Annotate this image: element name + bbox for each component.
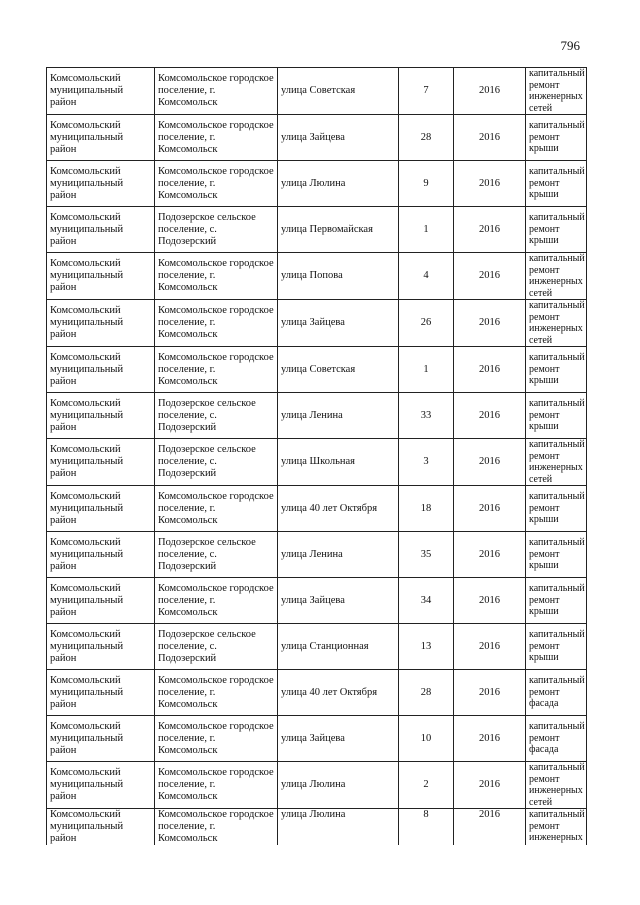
table-row	[47, 161, 587, 207]
street-cell: улица Советская	[278, 68, 399, 115]
district-cell: Комсомольский муниципальный район	[47, 532, 155, 578]
table-row	[47, 716, 587, 762]
district-cell: Комсомольский муниципальный район	[47, 161, 155, 207]
work-type-cell: капитальный ремонт крыши	[526, 393, 587, 439]
table-row	[47, 532, 587, 578]
work-type-cell: капитальный ремонт инженерных сетей	[526, 762, 587, 809]
street-cell: улица Зайцева	[278, 578, 399, 624]
house-number-cell: 7	[399, 68, 454, 115]
settlement-cell: Комсомольское городское поселение, г. Комсомольск	[155, 716, 278, 762]
house-number-cell: 9	[399, 161, 454, 207]
year-cell: 2016	[454, 670, 526, 716]
settlement-cell: Комсомольское городское поселение, г. Комсомольск	[155, 300, 278, 347]
work-type-cell: капитальный ремонт крыши	[526, 486, 587, 532]
district-cell: Комсомольский муниципальный район	[47, 486, 155, 532]
year-cell: 2016	[454, 624, 526, 670]
table-row	[47, 809, 587, 846]
street-cell: улица Попова	[278, 253, 399, 300]
table-row	[47, 578, 587, 624]
table-row	[47, 253, 587, 300]
district-cell: Комсомольский муниципальный район	[47, 578, 155, 624]
settlement-cell: Комсомольское городское поселение, г. Комсомольск	[155, 762, 278, 809]
district-cell: Комсомольский муниципальный район	[47, 624, 155, 670]
street-cell: улица Ленина	[278, 532, 399, 578]
settlement-cell: Комсомольское городское поселение, г. Комсомольск	[155, 253, 278, 300]
house-number-cell: 2	[399, 762, 454, 809]
district-cell: Комсомольский муниципальный район	[47, 300, 155, 347]
work-type-cell: капитальный ремонт фасада	[526, 670, 587, 716]
house-number-cell: 4	[399, 253, 454, 300]
settlement-cell: Комсомольское городское поселение, г. Комсомольск	[155, 670, 278, 716]
district-cell: Комсомольский муниципальный район	[47, 207, 155, 253]
settlement-cell: Комсомольское городское поселение, г. Комсомольск	[155, 809, 278, 846]
work-type-cell: капитальный ремонт инженерных сетей	[526, 68, 587, 115]
street-cell: улица 40 лет Октября	[278, 670, 399, 716]
house-number-cell: 10	[399, 716, 454, 762]
work-type-cell: капитальный ремонт инженерных сетей	[526, 439, 587, 486]
year-cell: 2016	[454, 716, 526, 762]
house-number-cell: 34	[399, 578, 454, 624]
house-number-cell: 1	[399, 347, 454, 393]
district-cell: Комсомольский муниципальный район	[47, 115, 155, 161]
district-cell: Комсомольский муниципальный район	[47, 762, 155, 809]
house-number-cell: 28	[399, 670, 454, 716]
street-cell: улица Люлина	[278, 161, 399, 207]
district-cell: Комсомольский муниципальный район	[47, 253, 155, 300]
work-type-cell: капитальный ремонт крыши	[526, 624, 587, 670]
work-type-cell: капитальный ремонт крыши	[526, 578, 587, 624]
settlement-cell: Подозерское сельское поселение, с. Подозерский	[155, 439, 278, 486]
street-cell: улица Люлина	[278, 762, 399, 809]
table-row	[47, 393, 587, 439]
table-row	[47, 300, 587, 347]
table-row	[47, 439, 587, 486]
house-number-cell: 33	[399, 393, 454, 439]
district-cell: Комсомольский муниципальный район	[47, 716, 155, 762]
year-cell: 2016	[454, 532, 526, 578]
settlement-cell: Подозерское сельское поселение, с. Подозерский	[155, 624, 278, 670]
settlement-cell: Комсомольское городское поселение, г. Комсомольск	[155, 161, 278, 207]
table-row	[47, 115, 587, 161]
year-cell: 2016	[454, 439, 526, 486]
district-cell: Комсомольский муниципальный район	[47, 670, 155, 716]
year-cell: 2016	[454, 486, 526, 532]
work-type-cell: капитальный ремонт крыши	[526, 161, 587, 207]
year-cell: 2016	[454, 762, 526, 809]
settlement-cell: Комсомольское городское поселение, г. Комсомольск	[155, 347, 278, 393]
settlement-cell: Подозерское сельское поселение, с. Подозерский	[155, 532, 278, 578]
table-row	[47, 762, 587, 809]
house-number-cell: 28	[399, 115, 454, 161]
table-row	[47, 207, 587, 253]
settlement-cell: Комсомольское городское поселение, г. Комсомольск	[155, 486, 278, 532]
street-cell: улица 40 лет Октября	[278, 486, 399, 532]
house-number-cell: 26	[399, 300, 454, 347]
year-cell: 2016	[454, 207, 526, 253]
house-number-cell: 1	[399, 207, 454, 253]
street-cell: улица Зайцева	[278, 115, 399, 161]
district-cell: Комсомольский муниципальный район	[47, 347, 155, 393]
work-type-cell: капитальный ремонт крыши	[526, 115, 587, 161]
table-row	[47, 486, 587, 532]
district-cell: Комсомольский муниципальный район	[47, 809, 155, 846]
district-cell: Комсомольский муниципальный район	[47, 439, 155, 486]
street-cell: улица Зайцева	[278, 300, 399, 347]
table-row	[47, 624, 587, 670]
house-number-cell: 8	[399, 809, 454, 846]
work-type-cell: капитальный ремонт крыши	[526, 532, 587, 578]
district-cell: Комсомольский муниципальный район	[47, 68, 155, 115]
settlement-cell: Комсомольское городское поселение, г. Комсомольск	[155, 115, 278, 161]
table-row	[47, 347, 587, 393]
house-number-cell: 13	[399, 624, 454, 670]
year-cell: 2016	[454, 578, 526, 624]
work-type-cell: капитальный ремонт инженерных сетей	[526, 300, 587, 347]
year-cell: 2016	[454, 115, 526, 161]
work-type-cell: капитальный ремонт крыши	[526, 207, 587, 253]
table-row	[47, 670, 587, 716]
house-number-cell: 3	[399, 439, 454, 486]
district-cell: Комсомольский муниципальный район	[47, 393, 155, 439]
street-cell: улица Зайцева	[278, 716, 399, 762]
page-number: 796	[560, 38, 580, 53]
settlement-cell: Подозерское сельское поселение, с. Подозерский	[155, 393, 278, 439]
work-type-cell: капитальный ремонт инженерных сетей	[526, 253, 587, 300]
work-type-cell: капитальный ремонт фасада	[526, 716, 587, 762]
house-number-cell: 18	[399, 486, 454, 532]
street-cell: улица Первомайская	[278, 207, 399, 253]
table-row	[47, 68, 587, 115]
repair-schedule-table	[46, 67, 587, 845]
settlement-cell: Комсомольское городское поселение, г. Комсомольск	[155, 578, 278, 624]
work-type-cell: капитальный ремонт крыши	[526, 347, 587, 393]
year-cell: 2016	[454, 347, 526, 393]
street-cell: улица Люлина	[278, 809, 399, 846]
year-cell: 2016	[454, 68, 526, 115]
work-type-cell: капитальный ремонт инженерных	[526, 809, 587, 846]
settlement-cell: Подозерское сельское поселение, с. Подозерский	[155, 207, 278, 253]
year-cell: 2016	[454, 253, 526, 300]
year-cell: 2016	[454, 809, 526, 846]
street-cell: улица Ленина	[278, 393, 399, 439]
house-number-cell: 35	[399, 532, 454, 578]
year-cell: 2016	[454, 393, 526, 439]
street-cell: улица Станционная	[278, 624, 399, 670]
year-cell: 2016	[454, 161, 526, 207]
year-cell: 2016	[454, 300, 526, 347]
street-cell: улица Школьная	[278, 439, 399, 486]
street-cell: улица Советская	[278, 347, 399, 393]
settlement-cell: Комсомольское городское поселение, г. Комсомольск	[155, 68, 278, 115]
